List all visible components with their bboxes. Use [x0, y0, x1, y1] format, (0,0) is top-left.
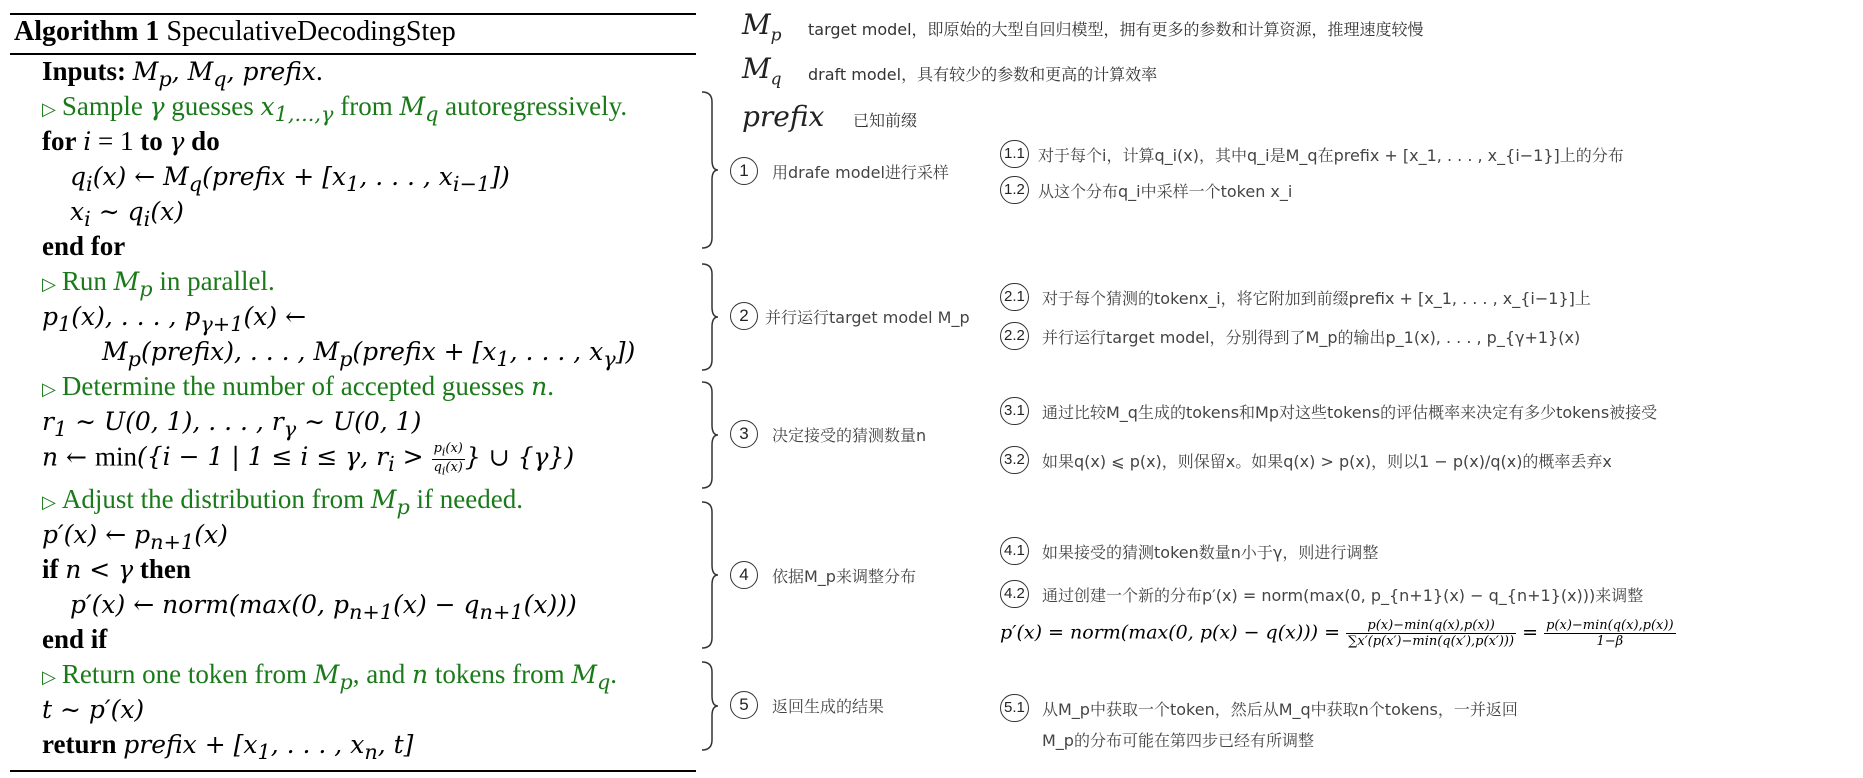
- alg-line-t: t ∼ p′(x): [42, 695, 145, 724]
- formula-frac-2: $\frac{p(x)-\min(q(x),p(x))}{1-\beta}$: [1546, 618, 1674, 649]
- algorithm-title: [14, 16, 456, 48]
- formula-frac-1: $\frac{p(x)-\min(q(x),p(x))}{\sum x'(p(x')-\min(q(x'),p(x')))}$: [1348, 618, 1515, 649]
- step-1-circle: 1: [730, 157, 758, 185]
- step-3-label: 决定接受的猜测数量n: [772, 426, 927, 445]
- step-3-1-badge: 3.1: [1000, 397, 1029, 425]
- step-2-2-text: 并行运行target model，分别得到了M_p的输出p_1(x), . . . , p_{γ+1}(x): [1042, 328, 1581, 347]
- alg-line-mp: $M_p(prefix)$, . . . , $M_p(prefix + [x_1$, . . . , $x_\gamma$]): [102, 337, 636, 371]
- step-4-1-text: 如果接受的猜测token数量n小于γ，则进行调整: [1042, 543, 1379, 562]
- alg-line-return: return prefix + [$x_1$, . . . , $x_n$, t]: [42, 729, 414, 764]
- step-1-1-text: 对于每个i，计算q_i(x)，其中q_i是M_q在prefix + [x_1, . . . , x_{i−1}]上的分布: [1038, 146, 1624, 165]
- brace-5: [700, 660, 720, 752]
- alg-line-comment-sample: ▷ Sample γ guesses $x_{1,...,\gamma}$ from $M_q$ autoregressively.: [42, 91, 628, 126]
- alg-line-if: if n < γ then: [42, 554, 191, 584]
- bottom-rule: [10, 770, 696, 772]
- alg-line-r: $r_1$ ∼ U(0, 1), . . . , $r_\gamma$ ∼ U(0, 1): [42, 407, 422, 441]
- alg-line-qi: $q_i(x)$ ← $M_q(prefix + [x_1$, . . . , $x_{i-1}$]): [70, 162, 510, 196]
- step-5-1-badge: 5.1: [1000, 694, 1029, 722]
- step-1-label: 用drafe model进行采样: [772, 163, 949, 182]
- step-4-2-badge: 4.2: [1000, 580, 1029, 608]
- alg-line-comment-run: ▷ Run $M_p$ in parallel.: [42, 266, 275, 301]
- alg-line-pprime: p′(x) ← $p_{n+1}(x)$: [42, 520, 228, 554]
- alg-line-endfor: end for: [42, 231, 126, 261]
- step-3-2-text: 如果q(x) ⩽ p(x)，则保留x。如果q(x) > p(x)，则以1 − p(x)/q(x)的概率丢弃x: [1042, 452, 1612, 471]
- step-3-1-text: 通过比较M_q生成的tokens和Mp对这些tokens的评估概率来决定有多少tokens被接受: [1042, 403, 1658, 422]
- alg-line-endif: end if: [42, 624, 108, 654]
- step-5-label: 返回生成的结果: [772, 697, 885, 716]
- adjust-formula: [1000, 618, 1676, 649]
- top-rule: [10, 13, 696, 15]
- step-4-1-badge: 4.1: [1000, 537, 1029, 565]
- alg-line-p1: $p_1(x)$, . . . , $p_{\gamma+1}(x)$ ←: [42, 302, 307, 336]
- alg-line-n: n ← min({i − 1 | 1 ≤ i ≤ γ, $r_i$ > $\frac{p_i(x)}{q_i(x)}$ } ∪ {γ}): [42, 441, 575, 478]
- alg-line-norm: p′(x) ← norm(max(0, $p_{n+1}(x) - q_{n+1}(x)$)): [70, 590, 577, 624]
- step-2-1-text: 对于每个猜测的tokenx_i，将它附加到前缀prefix + [x_1, . . . , x_{i−1}]上: [1042, 289, 1591, 308]
- alg-line-inputs: Inputs: $M_p$, $M_q$, prefix.: [42, 56, 323, 91]
- step-4-2-text: 通过创建一个新的分布p′(x) = norm(max(0, p_{n+1}(x) − q_{n+1}(x)))来调整: [1042, 586, 1644, 605]
- legend-prefix-symbol: prefix: [742, 100, 825, 133]
- brace-1: [700, 90, 720, 250]
- step-2-2-badge: 2.2: [1000, 322, 1029, 350]
- brace-3: [700, 380, 720, 490]
- legend-mq-desc: draft model，具有较少的参数和更高的计算效率: [808, 65, 1158, 84]
- legend-mp-symbol: $M_p$: [742, 8, 782, 46]
- legend-prefix-desc: 已知前缀: [853, 111, 918, 130]
- alg-line-comment-return: ▷ Return one token from $M_p$, and n tokens from $M_q$.: [42, 659, 618, 694]
- step-1-2-badge: 1.2: [1000, 176, 1029, 204]
- title-rule: [10, 53, 696, 55]
- step-5-circle: 5: [730, 691, 758, 719]
- alg-line-for: for i = 1 to γ do: [42, 126, 220, 156]
- step-4-label: 依据M_p来调整分布: [772, 567, 916, 586]
- formula-eq: =: [1522, 621, 1539, 644]
- step-4-circle: 4: [730, 561, 758, 589]
- step-1-2-text: 从这个分布q_i中采样一个token x_i: [1038, 182, 1293, 201]
- step-2-label: 并行运行target model M_p: [765, 308, 970, 327]
- legend-mp-desc: target model，即原始的大型自回归模型，拥有更多的参数和计算资源，推理速度较慢: [808, 20, 1424, 39]
- formula-lhs: p′(x) = norm(max(0, p(x) − q(x))) =: [1000, 621, 1341, 644]
- algorithm-name: SpeculativeDecodingStep: [166, 16, 456, 47]
- alg-line-xi: $x_i$ ∼ $q_i(x)$: [70, 197, 184, 231]
- brace-4: [700, 500, 720, 650]
- step-3-2-badge: 3.2: [1000, 446, 1029, 474]
- alg-line-comment-determine: ▷ Determine the number of accepted guesses n.: [42, 371, 555, 401]
- algorithm-label: Algorithm 1: [14, 16, 160, 47]
- brace-2: [700, 262, 720, 372]
- step-5-note: M_p的分布可能在第四步已经有所调整: [1042, 731, 1314, 750]
- alg-line-comment-adjust: ▷ Adjust the distribution from $M_p$ if needed.: [42, 484, 523, 519]
- step-2-1-badge: 2.1: [1000, 283, 1029, 311]
- legend-mq-symbol: $M_q$: [742, 52, 782, 90]
- step-2-circle: 2: [730, 302, 758, 330]
- step-5-1-text: 从M_p中获取一个token，然后从M_q中获取n个tokens，一并返回: [1042, 700, 1518, 719]
- step-1-1-badge: 1.1: [1000, 140, 1029, 168]
- step-3-circle: 3: [730, 420, 758, 448]
